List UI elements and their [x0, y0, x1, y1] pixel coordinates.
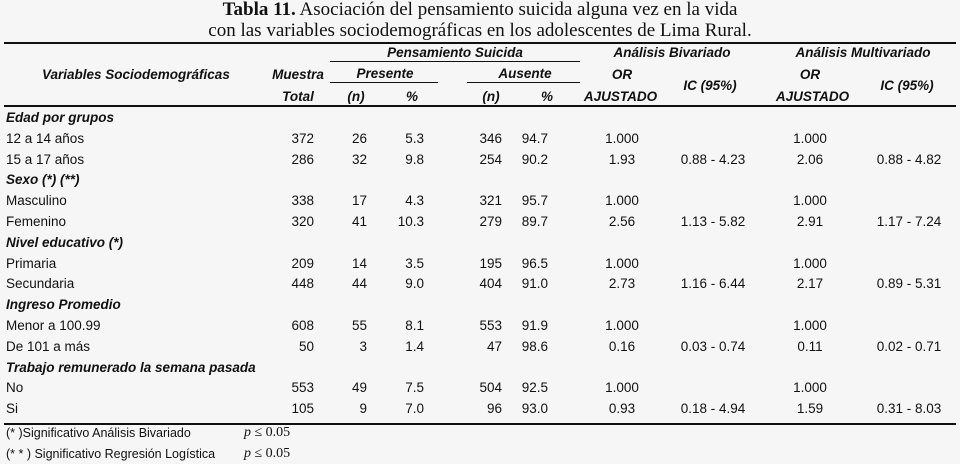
row-label: Masculino — [6, 193, 67, 209]
cell-presente-n: 49 — [351, 380, 367, 396]
cell-ausente-pct: 96.5 — [521, 255, 548, 271]
cell-ausente-pct: 93.0 — [521, 401, 548, 417]
cell-ausente-n: 96 — [486, 401, 502, 417]
cell-ausente-n: 279 — [479, 214, 502, 229]
cell-total: 209 — [291, 255, 314, 271]
section-label: Trabajo remunerado la semana pasada — [6, 359, 256, 375]
cell-ausente-pct: 95.7 — [521, 193, 548, 209]
pensamiento-underline — [330, 61, 580, 62]
cell-or-multivariado: 1.000 — [793, 193, 827, 209]
row-label: No — [6, 380, 24, 396]
cell-total: 286 — [291, 151, 314, 167]
cell-ic-bivariado: 0.18 - 4.94 — [680, 401, 746, 417]
table-title-line2: con las variables sociodemográficas en los adolescentes de Lima Rural. — [208, 20, 752, 41]
footnote-text: (* )Significativo Análisis Bivariado — [6, 426, 191, 440]
cell-or-bivariado: 0.16 — [608, 338, 636, 354]
header-variables: Variables Sociodemográficas — [42, 67, 230, 82]
cell-total: 448 — [291, 276, 314, 292]
cell-or-multivariado: 1.000 — [793, 380, 827, 396]
cell-total: 50 — [298, 338, 314, 354]
cell-or-bivariado: 0.93 — [608, 401, 636, 417]
row-label: Menor a 100.99 — [6, 318, 101, 333]
cell-or-multivariado: 2.06 — [796, 151, 824, 167]
p-symbol: p — [244, 446, 251, 461]
cell-or-bivariado: 2.73 — [608, 276, 636, 292]
ausente-underline — [467, 82, 580, 83]
row-label: Si — [6, 401, 19, 417]
header-ausente: Ausente — [498, 66, 552, 81]
cell-or-bivariado: 1.000 — [605, 318, 639, 333]
row-label: Femenino — [6, 214, 67, 229]
cell-presente-pct: 8.1 — [405, 318, 424, 333]
header-presente-pct: % — [405, 89, 418, 104]
header-presente: Presente — [356, 66, 414, 81]
header-ic-1: IC (95%) — [683, 78, 737, 93]
cell-presente-n: 32 — [351, 151, 367, 167]
section-label: Edad por grupos — [6, 110, 114, 125]
cell-ausente-n: 404 — [479, 276, 502, 292]
cell-presente-pct: 7.5 — [405, 380, 424, 396]
cell-or-bivariado: 1.000 — [605, 130, 639, 146]
cell-total: 553 — [291, 380, 314, 396]
cell-ausente-pct: 98.6 — [521, 338, 548, 354]
cell-or-bivariado: 1.93 — [608, 151, 636, 167]
cell-presente-pct: 10.3 — [397, 214, 424, 229]
header-ajustado-1: AJUSTADO — [583, 89, 658, 104]
cell-presente-pct: 1.4 — [405, 338, 424, 354]
cell-presente-n: 3 — [359, 338, 367, 354]
cell-presente-pct: 7.0 — [405, 401, 424, 417]
cell-presente-n: 26 — [351, 130, 367, 146]
row-label: 12 a 14 años — [6, 130, 85, 146]
header-analisis-bivariado: Análisis Bivariado — [613, 45, 731, 60]
cell-presente-pct: 3.5 — [405, 255, 424, 271]
cell-ausente-pct: 92.5 — [521, 380, 548, 396]
cell-ausente-pct: 89.7 — [521, 214, 548, 229]
footnote-pvalue — [244, 425, 290, 441]
header-ausente-n: (n) — [482, 89, 500, 104]
cell-or-multivariado: 1.59 — [796, 401, 824, 417]
cell-total: 608 — [291, 318, 314, 333]
header-total: Total — [282, 89, 314, 104]
table-number: Tabla 11. — [222, 0, 296, 20]
cell-ic-bivariado: 1.16 - 6.44 — [680, 276, 746, 292]
cell-ic-multivariado: 0.31 - 8.03 — [876, 401, 942, 417]
row-label: 15 a 17 años — [6, 151, 85, 167]
cell-ausente-pct: 90.2 — [521, 151, 548, 167]
cell-presente-pct: 9.8 — [405, 151, 424, 167]
cell-ausente-n: 553 — [479, 318, 502, 333]
footnote-pvalue — [244, 446, 290, 462]
table-title-line1 — [0, 0, 960, 20]
cell-ic-multivariado: 1.17 - 7.24 — [876, 214, 942, 229]
cell-ausente-pct: 91.9 — [521, 318, 548, 333]
top-rule — [4, 42, 956, 44]
cell-ic-multivariado: 0.02 - 0.71 — [876, 338, 942, 354]
header-muestra: Muestra — [272, 67, 324, 82]
cell-or-multivariado: 0.11 — [797, 338, 823, 354]
header-ausente-pct: % — [540, 89, 553, 104]
footnote-text: (* * ) Significativo Regresión Logística — [6, 447, 216, 461]
cell-ic-bivariado: 1.13 - 5.82 — [680, 214, 746, 229]
cell-ausente-n: 195 — [479, 255, 502, 271]
row-label: De 101 a más — [6, 338, 91, 354]
header-analisis-multivariado: Análisis Multivariado — [795, 45, 931, 60]
cell-ausente-n: 47 — [486, 338, 502, 354]
cell-presente-pct: 4.3 — [405, 193, 424, 209]
header-rule — [4, 105, 956, 107]
cell-presente-n: 9 — [359, 401, 367, 417]
cell-presente-n: 44 — [351, 276, 367, 292]
header-pensamiento-suicida: Pensamiento Suicida — [387, 45, 523, 60]
cell-ic-bivariado: 0.88 - 4.23 — [680, 151, 746, 167]
cell-ic-multivariado: 0.88 - 4.82 — [876, 151, 942, 167]
cell-presente-n: 55 — [351, 318, 367, 333]
cell-presente-pct: 9.0 — [405, 276, 424, 292]
p-condition: ≤ 0.05 — [251, 425, 291, 440]
row-label: Primaria — [6, 255, 57, 271]
cell-or-multivariado: 2.17 — [796, 276, 824, 292]
p-condition: ≤ 0.05 — [251, 446, 291, 461]
cell-ausente-n: 321 — [479, 193, 502, 209]
cell-or-multivariado: 2.91 — [796, 214, 824, 229]
cell-ausente-n: 504 — [479, 380, 502, 396]
cell-or-bivariado: 1.000 — [605, 380, 639, 396]
row-label: Secundaria — [6, 276, 75, 292]
cell-or-bivariado: 2.56 — [608, 214, 636, 229]
header-ajustado-2: AJUSTADO — [775, 89, 850, 104]
cell-ausente-n: 254 — [479, 151, 502, 167]
header-or-1: OR — [611, 67, 633, 82]
cell-presente-pct: 5.3 — [405, 130, 424, 146]
p-symbol: p — [244, 425, 251, 440]
header-presente-n: (n) — [347, 89, 365, 104]
cell-ausente-n: 346 — [479, 130, 502, 146]
cell-ausente-pct: 94.7 — [521, 130, 548, 146]
title-text-1: Asociación del pensamiento suicida alguna vez en la vida — [295, 0, 738, 20]
cell-or-multivariado: 1.000 — [793, 318, 827, 333]
cell-or-multivariado: 1.000 — [793, 130, 827, 146]
cell-total: 338 — [291, 193, 314, 209]
cell-ausente-pct: 91.0 — [521, 276, 548, 292]
cell-or-bivariado: 1.000 — [605, 255, 639, 271]
cell-total: 320 — [291, 214, 314, 229]
cell-presente-n: 41 — [351, 214, 367, 229]
cell-presente-n: 17 — [351, 193, 367, 209]
cell-ic-multivariado: 0.89 - 5.31 — [876, 276, 942, 292]
cell-or-bivariado: 1.000 — [605, 193, 639, 209]
cell-total: 105 — [291, 401, 314, 417]
section-label: Sexo (*) (**) — [6, 172, 80, 188]
cell-or-multivariado: 1.000 — [793, 255, 827, 271]
header-or-2: OR — [799, 67, 821, 82]
section-label: Ingreso Promedio — [6, 297, 121, 313]
presente-underline — [330, 82, 438, 83]
cell-presente-n: 14 — [351, 255, 367, 271]
bottom-rule — [4, 423, 956, 425]
section-label: Nivel educativo (*) — [6, 234, 124, 250]
cell-ic-bivariado: 0.03 - 0.74 — [680, 338, 746, 354]
header-ic-2: IC (95%) — [880, 78, 934, 93]
cell-total: 372 — [291, 130, 314, 146]
